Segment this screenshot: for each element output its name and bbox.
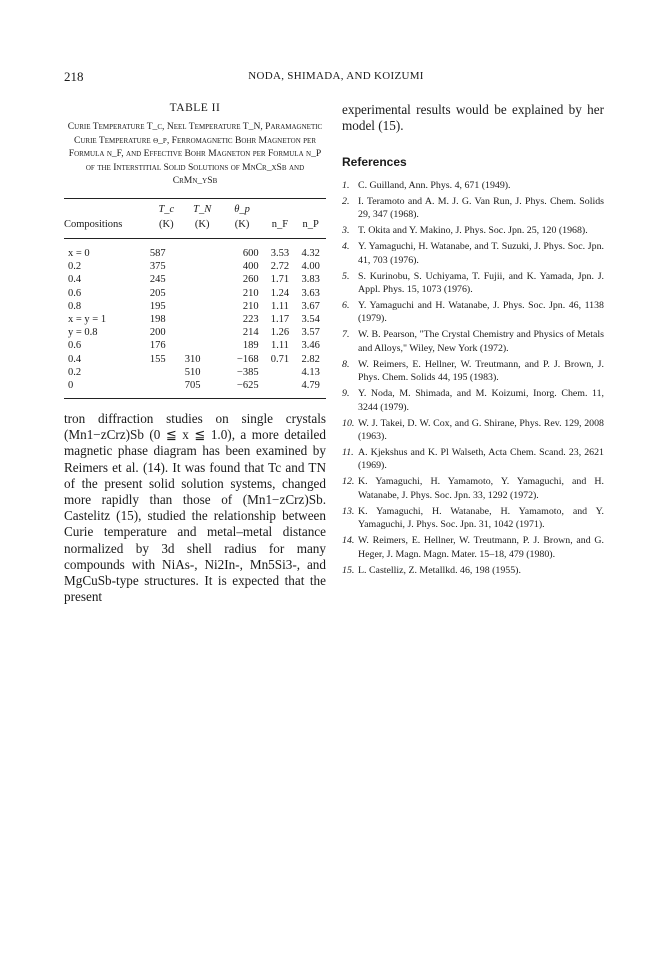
table-cell: 1.71 (270, 274, 290, 286)
reference-number: 11. (342, 447, 354, 459)
reference-number: 3. (342, 225, 350, 237)
reference-item (342, 387, 604, 414)
table-cell: 223 (242, 314, 259, 325)
table-row (64, 379, 326, 399)
table-cell: 0.6 (68, 287, 82, 299)
col-unit-theta: (K) (220, 217, 265, 239)
table-cell (185, 273, 220, 286)
reference-number: 5. (342, 270, 350, 282)
col-unit-tn: (K) (185, 217, 220, 239)
table-cell (185, 260, 220, 273)
col-symbol-compositions (64, 198, 148, 217)
table-cell: 245 (149, 274, 166, 286)
reference-item (342, 358, 604, 385)
reference-item (342, 299, 604, 326)
reference-text: K. Yamaguchi, H. Watanabe, H. Yamamoto, and Y. Yamaguchi, J. Phys. Soc. Jpn. 31, 1042 (1971). (358, 505, 604, 531)
data-table (64, 198, 326, 399)
reference-item (342, 224, 604, 237)
table-cell: x = y = 1 (68, 314, 107, 325)
reference-number: 13. (342, 505, 355, 517)
table-header-symbol-row (64, 198, 326, 217)
col-symbol-nf (265, 198, 296, 217)
reference-item (342, 446, 604, 473)
table-cell: 0.6 (68, 340, 82, 352)
col-header-nf: n_F (265, 217, 296, 239)
table-cell: 2.72 (270, 261, 290, 273)
table-cell: 214 (242, 327, 259, 339)
col-symbol-np (295, 198, 326, 217)
table-cell: 3.83 (301, 274, 320, 286)
col-symbol-tn: T_N (185, 198, 220, 217)
reference-number: 9. (342, 388, 350, 400)
reference-text: L. Castelliz, Z. Metallkd. 46, 198 (1955). (358, 564, 521, 576)
table-cell: 0.8 (68, 300, 82, 312)
reference-number: 8. (342, 358, 350, 370)
reference-item (342, 270, 604, 297)
table-cell: 189 (242, 340, 259, 352)
table-cell: 1.24 (270, 287, 290, 299)
reference-number: 12. (342, 476, 355, 488)
reference-number: 4. (342, 241, 350, 253)
table-cell: 155 (149, 353, 166, 365)
left-body-paragraph: tron diffraction studies on single crystals (Mn1−zCrz)Sb (0 ≦ x ≦ 1.0), a more detailed magnetic phase diagram has been examined by Reimers et al. (14). It was found that Tc and TN of the present solid solution systems, changed more rapidly than those of (Mn1−zCrz)Sb. Castelitz (15), studied the relationship between Curie temperature and metal–metal distance normalized by 3d shell radius for many compounds with NiAs-, Ni2In-, Mn5Si3-, and MgCuSb-type structures. It is expected that the present (64, 411, 326, 605)
table-title: TABLE II (169, 102, 221, 114)
table-cell (148, 366, 185, 379)
col-header-np: n_P (295, 217, 326, 239)
reference-item (342, 179, 604, 192)
table-cell: 1.11 (270, 300, 289, 312)
reference-text: Y. Yamaguchi, H. Watanabe, and T. Suzuki, J. Phys. Soc. Jpn. 41, 703 (1976). (358, 241, 604, 266)
table-cell: 310 (184, 353, 201, 365)
table-row (64, 287, 326, 300)
col-unit-tc: (K) (148, 217, 185, 239)
table-cell (265, 366, 296, 379)
col-symbol-theta: θ_p (220, 198, 265, 217)
table-cell: 600 (242, 248, 259, 260)
reference-text: I. Teramoto and A. M. J. G. Van Run, J. Phys. Chem. Solids 29, 347 (1968). (358, 195, 604, 221)
table-cell: 176 (149, 340, 166, 352)
reference-text: W. Reimers, E. Hellner, W. Treutmann, and P. J. Brown, J. Phys. Chem. Solids 44, 195 (1983). (358, 358, 604, 384)
table-cell: 210 (242, 287, 259, 299)
right-body-paragraph: experimental results would be explained by her model (15). (342, 102, 604, 134)
table-cell (185, 339, 220, 352)
table-cell: y = 0.8 (68, 327, 98, 339)
reference-item (342, 240, 604, 267)
reference-text: K. Yamaguchi, H. Yamamoto, Y. Yamaguchi, and H. Watanabe, J. Phys. Soc. Jpn. 33, 1292 (1972). (358, 476, 604, 501)
page-number: 218 (64, 69, 84, 84)
table-cell: 1.17 (270, 314, 290, 325)
table-cell: −168 (236, 353, 259, 365)
table-cell: 1.26 (270, 327, 290, 339)
table-cell: 0.4 (68, 274, 82, 286)
table-cell: 3.67 (301, 300, 320, 312)
table-cell (148, 379, 185, 399)
reference-text: T. Okita and Y. Makino, J. Phys. Soc. Jpn. 25, 120 (1968). (358, 225, 588, 237)
table-cell (265, 379, 296, 399)
reference-number: 2. (342, 195, 350, 207)
table-row (64, 300, 326, 313)
table-cell (185, 287, 220, 300)
reference-number: 15. (342, 564, 355, 576)
table-cell: 260 (242, 274, 259, 286)
table-cell: 2.82 (301, 353, 320, 365)
table-row (64, 260, 326, 273)
reference-text: W. Reimers, E. Hellner, W. Treutmann, P. J. Brown, and G. Heger, J. Magn. Magn. Mater. 15–18, 479 (1980). (358, 535, 604, 560)
table-cell: −385 (236, 366, 259, 378)
right-column (342, 102, 604, 580)
reference-item (342, 475, 604, 502)
table-cell: 3.57 (301, 327, 320, 339)
table-cell: 1.11 (270, 340, 289, 352)
reference-text: S. Kurinobu, S. Uchiyama, T. Fujii, and K. Yamada, Jpn. J. Appl. Phys. 15, 1073 (1976). (358, 270, 604, 296)
table-cell: 3.63 (301, 287, 320, 299)
table-cell: 198 (149, 314, 166, 325)
table-row (64, 352, 326, 365)
table-header-unit-row (64, 217, 326, 239)
reference-text: W. J. Takei, D. W. Cox, and G. Shirane, Phys. Rev. 129, 2008 (1963). (358, 417, 604, 443)
table-row (64, 339, 326, 352)
left-column (64, 102, 326, 605)
table-cell: 4.13 (301, 366, 320, 378)
table-cell: 3.54 (301, 314, 320, 325)
col-header-compositions: Compositions (64, 217, 148, 239)
reference-item (342, 195, 604, 222)
reference-text: A. Kjekshus and K. Pl Walseth, Acta Chem. Scand. 23, 2621 (1969). (358, 447, 604, 472)
table-cell (185, 313, 220, 326)
table-cell: x = 0 (68, 248, 90, 260)
table-cell: 0.71 (270, 353, 290, 365)
reference-number: 10. (342, 417, 355, 429)
table-cell: 3.53 (270, 248, 290, 260)
table-cell: 200 (149, 327, 166, 339)
table-body (64, 238, 326, 398)
reference-list (342, 179, 604, 577)
table-cell: 0 (64, 379, 148, 399)
table-row (64, 326, 326, 339)
running-head: NODA, SHIMADA, AND KOIZUMI (248, 70, 424, 82)
reference-text: W. B. Pearson, "The Crystal Chemistry and Physics of Metals and Alloys," Wiley, New York (1972). (358, 329, 604, 354)
reference-number: 14. (342, 535, 355, 547)
table-cell: 4.32 (301, 248, 320, 260)
reference-item (342, 505, 604, 532)
table-cell: 375 (149, 261, 166, 273)
table-row (64, 238, 326, 260)
reference-number: 7. (342, 329, 350, 341)
table-cell: 0.2 (68, 261, 82, 273)
table-cell: 0.4 (68, 353, 82, 365)
table-cell: 4.79 (295, 379, 326, 399)
table-cell: −625 (220, 379, 265, 399)
table-cell (185, 238, 220, 260)
reference-item (342, 328, 604, 355)
references-heading: References (342, 154, 407, 169)
table-cell: 400 (242, 261, 259, 273)
reference-text: C. Guilland, Ann. Phys. 4, 671 (1949). (358, 179, 511, 191)
table-cell: 587 (149, 248, 166, 260)
reference-item (342, 534, 604, 561)
table-cell: 205 (149, 287, 166, 299)
table-caption: Curie Temperature T_c, Neel Temperature T_N, Paramagnetic Curie Temperature θ_p, Ferromagnetic Bohr Magneton per Formula n_F, and Effective Bohr Magneton per Formula n_P of the Interstitial Solid Solutions of MnCr_xSb and CrMn_ySb (67, 121, 323, 187)
table-row (64, 313, 326, 326)
reference-text: Y. Noda, M. Shimada, and M. Koizumi, Inorg. Chem. 11, 3244 (1979). (358, 388, 604, 413)
col-symbol-tc: T_c (148, 198, 185, 217)
table-cell: 3.46 (301, 340, 320, 352)
table-cell: 705 (185, 379, 220, 399)
table-row (64, 273, 326, 286)
table-cell: 0.2 (68, 366, 82, 378)
reference-item (342, 564, 604, 577)
table-cell: 210 (242, 300, 259, 312)
table-cell: 510 (184, 366, 201, 378)
table-cell (185, 300, 220, 313)
table-cell: 195 (149, 300, 166, 312)
reference-item (342, 417, 604, 444)
reference-number: 1. (342, 179, 350, 191)
table-row (64, 366, 326, 379)
reference-text: Y. Yamaguchi and H. Watanabe, J. Phys. Soc. Jpn. 46, 1138 (1979). (358, 300, 604, 325)
table-cell: 4.00 (301, 261, 320, 273)
table-cell (185, 326, 220, 339)
reference-number: 6. (342, 300, 350, 312)
